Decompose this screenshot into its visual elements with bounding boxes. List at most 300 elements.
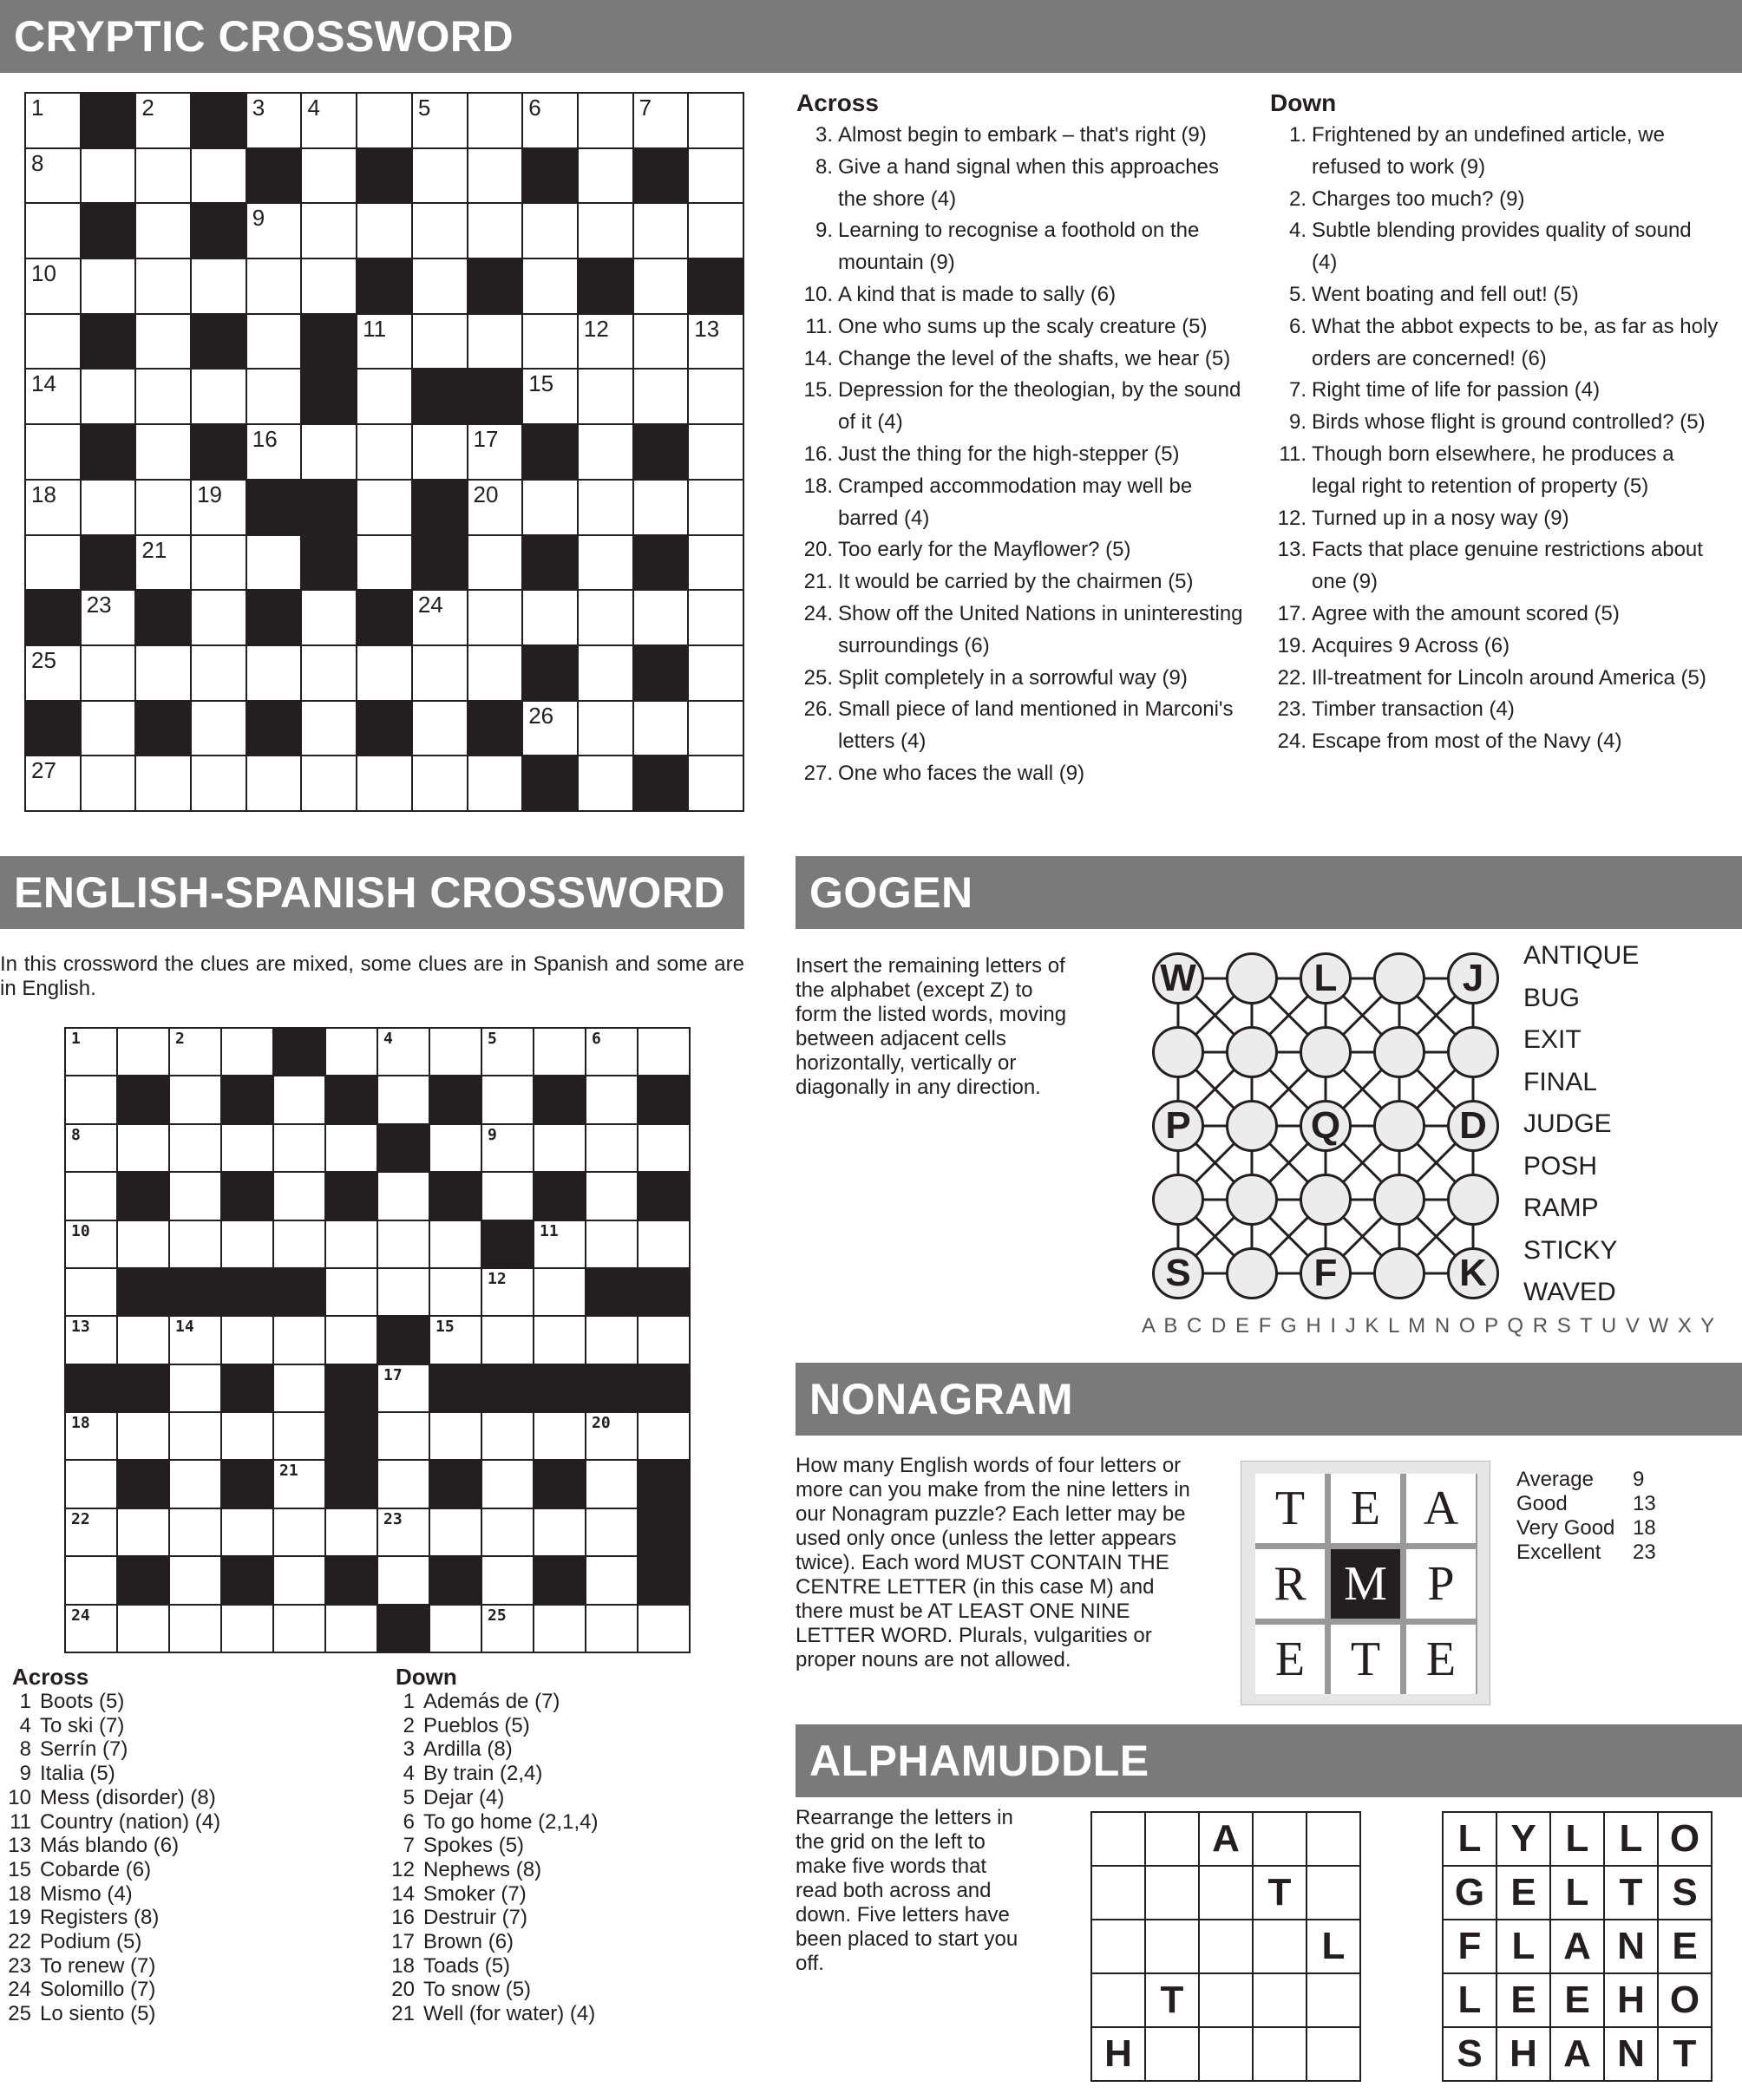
clue-number: 5 [417, 95, 431, 121]
crossword-cell[interactable] [586, 1076, 637, 1122]
alphamuddle-answer-cell[interactable] [1092, 1867, 1144, 1919]
crossword-cell[interactable] [170, 1606, 220, 1652]
crossword-cell[interactable] [482, 1606, 533, 1652]
crossword-cell[interactable] [689, 702, 743, 756]
crossword-cell[interactable] [430, 1221, 481, 1267]
crossword-cell[interactable] [170, 1076, 220, 1122]
crossword-cell[interactable] [118, 1125, 168, 1171]
crossword-cell[interactable] [192, 259, 246, 313]
crossword-cell[interactable] [274, 1606, 324, 1652]
crossword-cell[interactable] [689, 370, 743, 423]
crossword-cell[interactable] [302, 149, 356, 203]
crossword-cell[interactable] [634, 94, 688, 147]
crossword-cell[interactable] [136, 149, 190, 203]
crossword-cell[interactable] [468, 425, 522, 479]
crossword-cell[interactable] [468, 481, 522, 534]
crossword-cell[interactable] [378, 1413, 429, 1459]
crossword-cell[interactable] [82, 259, 135, 313]
crossword-cell[interactable] [579, 370, 632, 423]
crossword-cell[interactable] [247, 259, 301, 313]
crossword-cell[interactable] [66, 1509, 116, 1555]
crossword-cell[interactable] [192, 149, 246, 203]
crossword-cell[interactable] [378, 1557, 429, 1603]
crossword-cell[interactable] [579, 425, 632, 479]
crossword-cell[interactable] [586, 1461, 637, 1507]
crossword-cell[interactable] [634, 591, 688, 644]
crossword-cell[interactable] [430, 1509, 481, 1555]
alphamuddle-answer-cell[interactable] [1200, 1974, 1252, 2026]
alphamuddle-answer-cell[interactable] [1146, 2028, 1198, 2080]
crossword-cell[interactable] [170, 1509, 220, 1555]
crossword-cell[interactable] [586, 1317, 637, 1363]
crossword-cell[interactable] [482, 1317, 533, 1363]
crossword-cell[interactable] [247, 204, 301, 258]
crossword-cell[interactable] [66, 1557, 116, 1603]
crossword-cell[interactable] [523, 370, 577, 423]
crossword-cell[interactable] [274, 1461, 324, 1507]
crossword-cell[interactable] [66, 1173, 116, 1219]
crossword-cell[interactable] [689, 646, 743, 700]
crossword-cell[interactable] [689, 481, 743, 534]
crossword-cell[interactable] [639, 1029, 689, 1075]
crossword-cell[interactable] [274, 1557, 324, 1603]
alphamuddle-answer-cell[interactable] [1254, 1813, 1306, 1865]
crossword-cell[interactable] [579, 702, 632, 756]
crossword-cell[interactable] [482, 1461, 533, 1507]
crossword-cell[interactable] [689, 591, 743, 644]
crossword-cell[interactable] [579, 481, 632, 534]
crossword-cell[interactable] [534, 1125, 585, 1171]
alphamuddle-answer-cell[interactable] [1307, 1813, 1359, 1865]
gogen-cell[interactable] [1373, 1174, 1425, 1226]
crossword-cell[interactable] [118, 1606, 168, 1652]
crossword-cell[interactable] [634, 204, 688, 258]
crossword-cell[interactable] [136, 370, 190, 423]
crossword-cell[interactable] [639, 1221, 689, 1267]
crossword-cell[interactable] [639, 1125, 689, 1171]
crossword-cell[interactable] [247, 756, 301, 810]
crossword-cell[interactable] [82, 702, 135, 756]
crossword-cell[interactable] [302, 425, 356, 479]
crossword-cell[interactable] [26, 259, 80, 313]
alphamuddle-answer-grid[interactable] [1090, 1811, 1361, 2082]
crossword-cell[interactable] [689, 204, 743, 258]
crossword-cell[interactable] [534, 1606, 585, 1652]
crossword-cell[interactable] [192, 646, 246, 700]
crossword-cell[interactable] [534, 1269, 585, 1315]
crossword-cell[interactable] [66, 1413, 116, 1459]
crossword-cell[interactable] [66, 1125, 116, 1171]
crossword-cell[interactable] [634, 315, 688, 369]
gogen-cell[interactable]: Q [1300, 1100, 1352, 1152]
gogen-board[interactable] [1143, 944, 1490, 1294]
crossword-cell[interactable] [586, 1221, 637, 1267]
gogen-cell[interactable]: D [1447, 1100, 1499, 1152]
crossword-cell[interactable] [136, 536, 190, 590]
crossword-cell[interactable] [26, 536, 80, 590]
alphamuddle-answer-cell[interactable]: L [1307, 1920, 1359, 1972]
crossword-cell[interactable] [639, 1413, 689, 1459]
crossword-cell[interactable] [413, 702, 467, 756]
crossword-cell[interactable] [357, 481, 411, 534]
gogen-cell[interactable] [1226, 1247, 1278, 1299]
crossword-cell[interactable] [302, 204, 356, 258]
crossword-cell[interactable] [118, 1029, 168, 1075]
crossword-cell[interactable] [170, 1125, 220, 1171]
crossword-cell[interactable] [326, 1509, 377, 1555]
crossword-cell[interactable] [689, 425, 743, 479]
crossword-cell[interactable] [482, 1125, 533, 1171]
crossword-cell[interactable] [430, 1317, 481, 1363]
crossword-cell[interactable] [586, 1029, 637, 1075]
alphamuddle-answer-cell[interactable] [1200, 2028, 1252, 2080]
crossword-cell[interactable] [26, 315, 80, 369]
crossword-cell[interactable] [413, 204, 467, 258]
crossword-cell[interactable] [586, 1125, 637, 1171]
black-square [82, 425, 135, 479]
crossword-cell[interactable] [222, 1125, 272, 1171]
crossword-cell[interactable] [482, 1269, 533, 1315]
gogen-cell[interactable] [1226, 952, 1278, 1004]
crossword-cell[interactable] [413, 149, 467, 203]
crossword-cell[interactable] [357, 536, 411, 590]
crossword-cell[interactable] [192, 536, 246, 590]
crossword-cell[interactable] [357, 370, 411, 423]
crossword-cell[interactable] [579, 646, 632, 700]
alphamuddle-answer-cell[interactable]: T [1146, 1974, 1198, 2026]
crossword-cell[interactable] [26, 149, 80, 203]
gogen-cell[interactable]: S [1152, 1247, 1204, 1299]
crossword-cell[interactable] [82, 756, 135, 810]
crossword-cell[interactable] [534, 1221, 585, 1267]
crossword-cell[interactable] [326, 1269, 377, 1315]
crossword-cell[interactable] [468, 591, 522, 644]
crossword-cell[interactable] [274, 1076, 324, 1122]
alphamuddle-answer-cell[interactable] [1092, 1813, 1144, 1865]
crossword-cell[interactable] [634, 259, 688, 313]
black-square [26, 702, 80, 756]
english-spanish-grid[interactable] [64, 1027, 691, 1653]
crossword-cell[interactable] [357, 756, 411, 810]
gogen-cell[interactable]: F [1300, 1247, 1352, 1299]
crossword-cell[interactable] [357, 204, 411, 258]
crossword-cell[interactable] [579, 756, 632, 810]
alphamuddle-answer-cell[interactable] [1200, 1920, 1252, 1972]
gogen-cell[interactable] [1226, 1174, 1278, 1226]
crossword-cell[interactable] [378, 1509, 429, 1555]
crossword-cell[interactable] [468, 94, 522, 147]
crossword-cell[interactable] [586, 1173, 637, 1219]
crossword-cell[interactable] [634, 702, 688, 756]
crossword-cell[interactable] [274, 1365, 324, 1411]
crossword-cell[interactable] [586, 1606, 637, 1652]
crossword-cell[interactable] [413, 259, 467, 313]
crossword-cell[interactable] [136, 756, 190, 810]
crossword-cell[interactable] [136, 259, 190, 313]
crossword-cell[interactable] [247, 536, 301, 590]
crossword-cell[interactable] [357, 315, 411, 369]
crossword-cell[interactable] [378, 1365, 429, 1411]
crossword-cell[interactable] [136, 204, 190, 258]
crossword-cell[interactable] [534, 1413, 585, 1459]
crossword-cell[interactable] [482, 1173, 533, 1219]
alphamuddle-answer-cell[interactable] [1200, 1867, 1252, 1919]
crossword-cell[interactable] [26, 425, 80, 479]
gogen-cell[interactable] [1152, 1174, 1204, 1226]
crossword-cell[interactable] [170, 1221, 220, 1267]
crossword-cell[interactable] [136, 425, 190, 479]
alphamuddle-answer-cell[interactable] [1254, 2028, 1306, 2080]
crossword-cell[interactable] [357, 94, 411, 147]
crossword-cell[interactable] [247, 646, 301, 700]
crossword-cell[interactable] [357, 646, 411, 700]
crossword-cell[interactable] [482, 1509, 533, 1555]
crossword-cell[interactable] [26, 646, 80, 700]
score-value: 23 [1633, 1541, 1656, 1564]
crossword-cell[interactable] [66, 1076, 116, 1122]
crossword-cell[interactable] [326, 1125, 377, 1171]
crossword-cell[interactable] [170, 1557, 220, 1603]
gogen-cell[interactable] [1373, 1026, 1425, 1078]
gogen-cell[interactable] [1226, 1100, 1278, 1152]
gogen-cell[interactable] [1300, 1026, 1352, 1078]
crossword-cell[interactable] [523, 591, 577, 644]
crossword-cell[interactable] [222, 1221, 272, 1267]
crossword-cell[interactable] [326, 1317, 377, 1363]
gogen-cell[interactable]: K [1447, 1247, 1499, 1299]
crossword-cell[interactable] [26, 370, 80, 423]
alphamuddle-answer-cell[interactable]: A [1200, 1813, 1252, 1865]
crossword-cell[interactable] [170, 1029, 220, 1075]
alphamuddle-answer-cell[interactable] [1307, 2028, 1359, 2080]
clue-number: 6. [1288, 314, 1306, 338]
crossword-cell[interactable] [378, 1076, 429, 1122]
crossword-cell[interactable] [586, 1557, 637, 1603]
alphamuddle-answer-cell[interactable]: H [1092, 2028, 1144, 2080]
crossword-cell[interactable] [523, 315, 577, 369]
crossword-cell[interactable] [170, 1461, 220, 1507]
crossword-cell[interactable] [302, 646, 356, 700]
crossword-cell[interactable] [430, 1269, 481, 1315]
crossword-cell[interactable] [689, 149, 743, 203]
crossword-cell[interactable] [222, 1509, 272, 1555]
gogen-cell[interactable]: P [1152, 1100, 1204, 1152]
crossword-cell[interactable] [639, 1317, 689, 1363]
crossword-cell[interactable] [326, 1221, 377, 1267]
crossword-cell[interactable] [689, 756, 743, 810]
alphamuddle-answer-cell[interactable] [1146, 1920, 1198, 1972]
crossword-cell[interactable] [482, 1029, 533, 1075]
crossword-cell[interactable] [689, 536, 743, 590]
crossword-cell[interactable] [82, 149, 135, 203]
gogen-cell[interactable] [1300, 1174, 1352, 1226]
crossword-cell[interactable] [430, 1606, 481, 1652]
gogen-cell[interactable]: W [1152, 952, 1204, 1004]
crossword-cell[interactable] [482, 1413, 533, 1459]
crossword-cell[interactable] [430, 1413, 481, 1459]
crossword-cell[interactable] [136, 481, 190, 534]
gogen-cell[interactable] [1447, 1026, 1499, 1078]
crossword-cell[interactable] [468, 315, 522, 369]
crossword-cell[interactable] [378, 1461, 429, 1507]
crossword-cell[interactable] [192, 702, 246, 756]
crossword-cell[interactable] [468, 536, 522, 590]
crossword-cell[interactable] [634, 481, 688, 534]
crossword-cell[interactable] [274, 1173, 324, 1219]
nonagram-grid[interactable] [1241, 1461, 1490, 1705]
crossword-cell[interactable] [170, 1365, 220, 1411]
crossword-cell[interactable] [222, 1413, 272, 1459]
crossword-cell[interactable] [26, 756, 80, 810]
crossword-cell[interactable] [689, 94, 743, 147]
crossword-cell[interactable] [192, 591, 246, 644]
crossword-cell[interactable] [170, 1413, 220, 1459]
crossword-cell[interactable] [192, 481, 246, 534]
crossword-cell[interactable] [302, 756, 356, 810]
crossword-cell[interactable] [413, 94, 467, 147]
crossword-cell[interactable] [534, 1317, 585, 1363]
crossword-cell[interactable] [66, 1317, 116, 1363]
crossword-cell[interactable] [66, 1461, 116, 1507]
alphamuddle-answer-cell[interactable] [1307, 1974, 1359, 2026]
crossword-cell[interactable] [82, 646, 135, 700]
crossword-cell[interactable] [523, 481, 577, 534]
crossword-cell[interactable] [413, 315, 467, 369]
crossword-cell[interactable] [326, 1606, 377, 1652]
crossword-cell[interactable] [378, 1269, 429, 1315]
crossword-cell[interactable] [136, 646, 190, 700]
nonagram-centre-letter: M [1331, 1549, 1400, 1619]
crossword-cell[interactable] [482, 1557, 533, 1603]
crossword-cell[interactable] [430, 1029, 481, 1075]
crossword-cell[interactable] [378, 1173, 429, 1219]
crossword-cell[interactable] [523, 702, 577, 756]
crossword-cell[interactable] [326, 1029, 377, 1075]
crossword-cell[interactable] [378, 1221, 429, 1267]
crossword-cell[interactable] [247, 370, 301, 423]
gogen-word: POSH [1523, 1151, 1598, 1181]
clue-text: To snow (5) [423, 1978, 532, 2002]
crossword-cell[interactable] [534, 1029, 585, 1075]
crossword-cell[interactable] [579, 204, 632, 258]
crossword-cell[interactable] [192, 370, 246, 423]
crossword-cell[interactable] [357, 425, 411, 479]
crossword-cell[interactable] [118, 1221, 168, 1267]
crossword-cell[interactable] [523, 259, 577, 313]
alphamuddle-answer-cell[interactable] [1146, 1867, 1198, 1919]
crossword-cell[interactable] [247, 94, 301, 147]
gogen-cell[interactable] [1373, 1247, 1425, 1299]
crossword-cell[interactable] [413, 756, 467, 810]
crossword-cell[interactable] [302, 259, 356, 313]
crossword-cell[interactable] [534, 1509, 585, 1555]
gogen-cell[interactable] [1447, 1174, 1499, 1226]
crossword-cell[interactable] [66, 1269, 116, 1315]
crossword-cell[interactable] [26, 204, 80, 258]
crossword-cell[interactable] [579, 536, 632, 590]
crossword-cell[interactable] [468, 204, 522, 258]
crossword-cell[interactable] [136, 315, 190, 369]
crossword-cell[interactable] [482, 1076, 533, 1122]
crossword-cell[interactable] [66, 1221, 116, 1267]
crossword-cell[interactable] [586, 1509, 637, 1555]
crossword-cell[interactable] [118, 1317, 168, 1363]
crossword-cell[interactable] [430, 1125, 481, 1171]
crossword-cell[interactable] [192, 756, 246, 810]
crossword-cell[interactable] [302, 94, 356, 147]
crossword-cell[interactable] [634, 370, 688, 423]
gogen-cell[interactable]: L [1300, 952, 1352, 1004]
crossword-cell[interactable] [523, 204, 577, 258]
crossword-cell[interactable] [118, 1413, 168, 1459]
crossword-cell[interactable] [579, 149, 632, 203]
crossword-cell[interactable] [222, 1029, 272, 1075]
crossword-cell[interactable] [66, 1606, 116, 1652]
crossword-cell[interactable] [274, 1413, 324, 1459]
gogen-cell[interactable]: J [1447, 952, 1499, 1004]
crossword-cell[interactable] [579, 94, 632, 147]
gogen-cell[interactable] [1226, 1026, 1278, 1078]
crossword-cell[interactable] [170, 1173, 220, 1219]
crossword-cell[interactable] [26, 481, 80, 534]
crossword-cell[interactable] [274, 1317, 324, 1363]
crossword-cell[interactable] [222, 1317, 272, 1363]
crossword-cell[interactable] [170, 1317, 220, 1363]
crossword-cell[interactable] [274, 1509, 324, 1555]
alphamuddle-answer-cell[interactable] [1307, 1867, 1359, 1919]
crossword-cell[interactable] [274, 1125, 324, 1171]
alphamuddle-answer-cell[interactable] [1146, 1813, 1198, 1865]
crossword-cell[interactable] [222, 1606, 272, 1652]
crossword-cell[interactable] [523, 94, 577, 147]
crossword-cell[interactable] [579, 315, 632, 369]
crossword-cell[interactable] [468, 646, 522, 700]
alphamuddle-answer-cell[interactable] [1254, 1920, 1306, 1972]
crossword-cell[interactable] [82, 481, 135, 534]
crossword-cell[interactable] [413, 646, 467, 700]
english-spanish-across [8, 1664, 377, 2026]
crossword-cell[interactable] [586, 1413, 637, 1459]
crossword-cell[interactable] [639, 1606, 689, 1652]
crossword-cell[interactable] [468, 756, 522, 810]
crossword-cell[interactable] [82, 370, 135, 423]
crossword-cell[interactable] [247, 425, 301, 479]
crossword-cell[interactable] [274, 1221, 324, 1267]
crossword-cell[interactable] [378, 1029, 429, 1075]
crossword-cell[interactable] [247, 315, 301, 369]
crossword-cell[interactable] [82, 591, 135, 644]
crossword-cell[interactable] [66, 1029, 116, 1075]
crossword-cell[interactable] [468, 149, 522, 203]
crossword-cell[interactable] [689, 315, 743, 369]
cryptic-crossword-grid[interactable] [24, 92, 744, 812]
gogen-cell[interactable] [1373, 952, 1425, 1004]
alphamuddle-answer-cell[interactable] [1092, 1974, 1144, 2026]
crossword-cell[interactable] [302, 702, 356, 756]
crossword-cell[interactable] [413, 425, 467, 479]
gogen-cell[interactable] [1152, 1026, 1204, 1078]
alphamuddle-answer-cell[interactable] [1254, 1974, 1306, 2026]
crossword-cell[interactable] [302, 591, 356, 644]
gogen-cell[interactable] [1373, 1100, 1425, 1152]
alphamuddle-answer-cell[interactable] [1092, 1920, 1144, 1972]
crossword-cell[interactable] [136, 94, 190, 147]
crossword-cell[interactable] [413, 591, 467, 644]
crossword-cell[interactable] [118, 1509, 168, 1555]
crossword-cell[interactable] [579, 591, 632, 644]
alphamuddle-answer-cell[interactable]: T [1254, 1867, 1306, 1919]
crossword-cell[interactable] [26, 94, 80, 147]
